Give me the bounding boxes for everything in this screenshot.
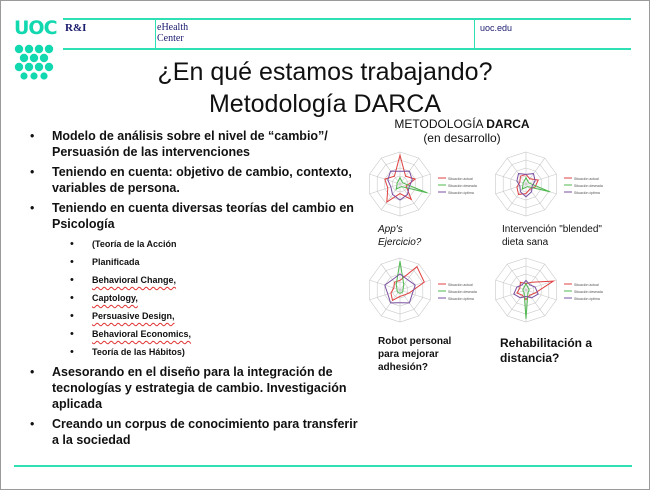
theory-item: • (Teoría de la Acción: [70, 238, 360, 250]
legend-label: Situación deseada: [448, 290, 477, 294]
theory-item: • Teoría de las Hábitos): [70, 346, 360, 358]
darca-title-bold: DARCA: [486, 117, 530, 131]
caption-robot-line1: Robot personal: [378, 336, 452, 347]
theory-item: • Planificada: [70, 256, 360, 268]
legend-label: Situación óptima: [448, 297, 474, 301]
caption-apps-line2: Ejercicio?: [378, 237, 422, 248]
bullet-item: • Teniendo en cuenta: objetivo de cambio, contexto, variables de persona.: [30, 164, 360, 196]
page-title: ¿En qué estamos trabajando?: [157, 58, 493, 86]
ri-label: R&I: [65, 22, 87, 34]
theory-item: • Persuasive Design,: [70, 310, 360, 322]
header-divider: [474, 18, 475, 50]
radar-spoke: [526, 264, 545, 290]
legend-label: Situación óptima: [574, 191, 600, 195]
logo-text: UOC: [14, 17, 57, 39]
legend-label: Situación deseada: [574, 290, 603, 294]
bullet-list: [30, 128, 360, 452]
radar-spoke: [526, 290, 545, 316]
theory-item: • Captology,: [70, 292, 360, 304]
legend-label: Situación actual: [448, 177, 473, 181]
bullet-text: Teniendo en cuenta diversas teorías del cambio en Psicología: [52, 201, 354, 231]
footer-line: [14, 465, 632, 467]
legend-label: Situación deseada: [574, 184, 603, 188]
legend-label: Situación actual: [574, 283, 599, 287]
page-subtitle: Metodología DARCA: [208, 90, 442, 118]
legend-label: Situación actual: [448, 283, 473, 287]
ehealth-label-line1: eHealth: [157, 22, 189, 33]
ehealth-label-line2: Center: [157, 33, 184, 44]
caption-rehab-line2: distancia?: [500, 351, 560, 365]
radar-chart-blended: [488, 148, 603, 220]
header-bottom-line: [63, 48, 631, 50]
legend-label: Situación óptima: [448, 191, 474, 195]
darca-title-prefix: METODOLOGÍA: [394, 117, 487, 131]
radar-spoke: [507, 264, 526, 290]
theory-item: • Behavioral Economics,: [70, 328, 360, 340]
bullet-item: • Creando un corpus de conocimiento para transferir a la sociedad: [30, 416, 360, 448]
legend-label: Situación óptima: [574, 297, 600, 301]
legend-label: Situación deseada: [448, 184, 477, 188]
caption-rehab-line1: Rehabilitación a: [500, 336, 593, 350]
radar-chart-rehab: [488, 254, 603, 326]
bullet-item: • Asesorando en el diseño para la integración de tecnologías y estrategia de cambio. Investigación aplicada: [30, 364, 360, 412]
radar-chart-apps: [362, 148, 477, 220]
uoc-url[interactable]: uoc.edu: [480, 23, 513, 33]
darca-subtitle: (en desarrollo): [423, 131, 501, 145]
caption-blended-line2: dieta sana: [502, 237, 549, 248]
theory-item: • Behavioral Change,: [70, 274, 360, 286]
radar-chart-robot: [362, 254, 477, 326]
header-divider: [155, 18, 156, 50]
legend-label: Situación actual: [574, 177, 599, 181]
header-top-line: [63, 18, 631, 20]
caption-robot-line3: adhesión?: [378, 362, 429, 373]
caption-robot-line2: para mejorar: [378, 349, 439, 360]
bullet-item: • Modelo de análisis sobre el nivel de “cambio”/ Persuasión de las intervenciones: [30, 128, 360, 160]
caption-blended-line1: Intervención "blended": [502, 224, 602, 235]
radar-spoke: [507, 290, 526, 316]
caption-apps-line1: App's: [378, 224, 403, 235]
theory-list: [52, 238, 360, 358]
bullet-item: [30, 200, 360, 358]
darca-title: [372, 117, 552, 145]
